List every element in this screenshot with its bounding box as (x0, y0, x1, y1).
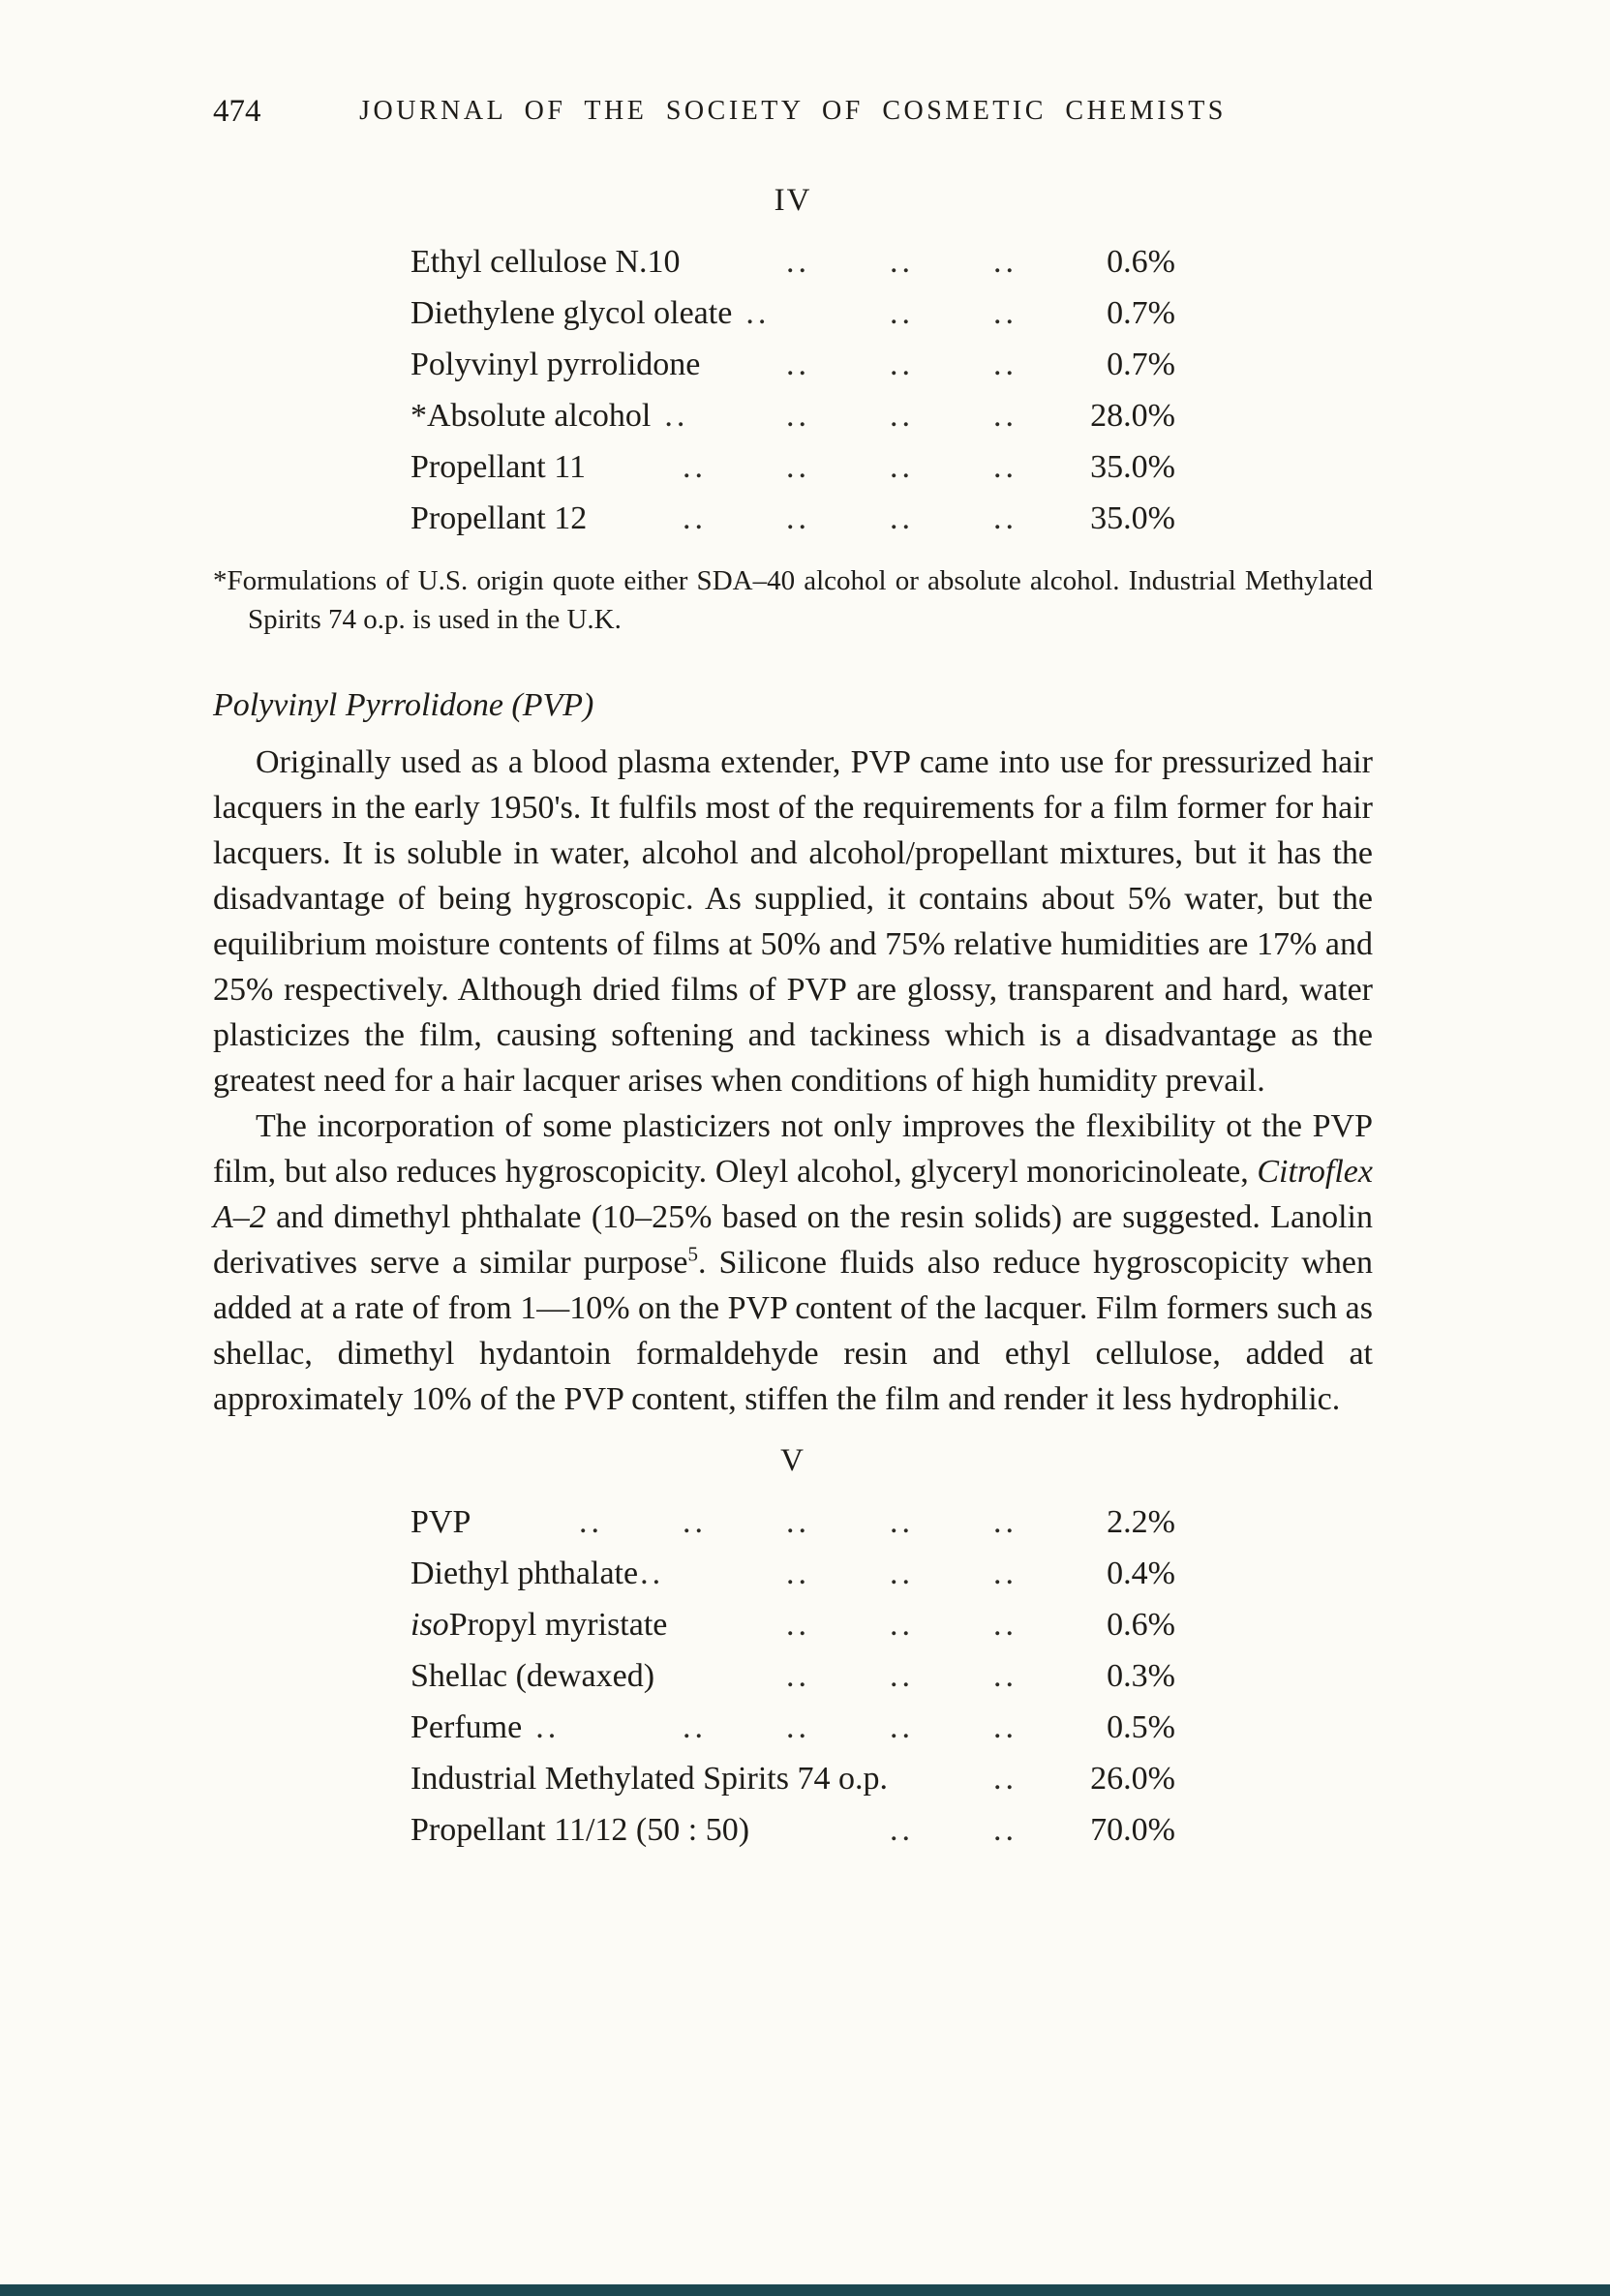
ingredient-percentage: 0.7% (1107, 347, 1175, 382)
running-head (213, 92, 1373, 136)
ingredient-name: Perfume .. (410, 1709, 561, 1745)
ingredient-percentage: 0.7% (1107, 295, 1175, 331)
table-iv-footnote: *Formulations of U.S. origin quote either SDA–40 alcohol or absolute alcohol. Industrial Methylated Spirits 74 o.p. is used in the U.K. (213, 565, 1373, 635)
table-row (410, 236, 1175, 287)
ingredient-name: Propellant 12 (410, 500, 588, 536)
table-row (410, 1650, 1175, 1702)
ingredient-percentage: 2.2% (1107, 1504, 1175, 1540)
dot-leader: .. .. .. (786, 398, 1018, 434)
ingredient-name: Propellant 11/12 (50 : 50) (410, 1812, 750, 1848)
ingredient-name: Diethylene glycol oleate .. (410, 295, 771, 331)
ingredient-name: Industrial Methylated Spirits 74 o.p. (410, 1761, 888, 1797)
ingredient-name: isoPropyl myristate (410, 1607, 668, 1643)
ingredient-percentage: 28.0% (1090, 398, 1175, 434)
ingredient-percentage: 0.3% (1107, 1658, 1175, 1694)
dot-leader: .. .. .. .. (683, 500, 1018, 536)
ingredient-percentage: 0.6% (1107, 1607, 1175, 1643)
table-row (410, 1496, 1175, 1548)
ingredient-percentage: 70.0% (1090, 1812, 1175, 1848)
table-row (410, 339, 1175, 390)
ingredient-name: Ethyl cellulose N.10 (410, 244, 681, 280)
dot-leader: .. .. .. (786, 244, 1018, 280)
table-v (410, 1496, 1175, 1856)
table-row (410, 287, 1175, 339)
table-iv (410, 236, 1175, 544)
scan-edge-artifact (0, 2284, 1610, 2296)
table-row (410, 1702, 1175, 1753)
dot-leader: .. .. .. .. .. (579, 1504, 1018, 1540)
dot-leader: .. .. .. .. (683, 1709, 1018, 1745)
paragraph: The incorporation of some plasticizers not only improves the flexibility ot the PVP film, but also reduces hygroscopicity. Oleyl alcohol, glyceryl monoricinoleate, Citroflex A–2 and dimethyl phthalate (10–25% based on the resin solids) are suggested. Lanolin derivatives serve a similar purpose$^5$. Silicone fluids also reduce hygroscopicity when added at a rate of from 1—10% on the PVP content of the lacquer. Film formers such as shellac, dimethyl hydantoin formaldehyde resin and ethyl cellulose, added at approximately 10% of the PVP content, stiffen the film and render it less hydrophilic. (213, 1108, 1373, 1417)
dot-leader: .. .. .. .. (683, 449, 1018, 485)
table-row (410, 1753, 1175, 1804)
journal-header: JOURNAL OF THE SOCIETY OF COSMETIC CHEMISTS (359, 96, 1227, 126)
ingredient-name: Diethyl phthalate.. (410, 1556, 665, 1591)
page-number: 474 (213, 94, 261, 129)
trade-name-italic: Citroflex A–2 (213, 1154, 1373, 1235)
table-row (410, 1599, 1175, 1650)
table-row (410, 441, 1175, 493)
dot-leader: .. .. (890, 1812, 1018, 1848)
ingredient-percentage: 0.4% (1107, 1556, 1175, 1591)
iso-prefix-italic: iso (410, 1607, 449, 1643)
table-iv-title: IV (774, 183, 812, 218)
ingredient-percentage: 35.0% (1090, 449, 1175, 485)
reference-superscript: 5 (687, 1242, 698, 1266)
dot-leader: .. .. .. (786, 347, 1018, 382)
dot-leader: .. (993, 1761, 1018, 1797)
table-row (410, 1548, 1175, 1599)
ingredient-percentage: 0.6% (1107, 244, 1175, 280)
section-heading: Polyvinyl Pyrrolidone (PVP) (213, 687, 594, 723)
table-v-title: V (780, 1443, 805, 1478)
table-row (410, 1804, 1175, 1856)
ingredient-name: PVP (410, 1504, 471, 1540)
paragraph: Originally used as a blood plasma extender, PVP came into use for pressurized hair lacquers in the early 1950's. It fulfils most of the requirements for a film former for hair lacquers. It is soluble in water, alcohol and alcohol/propellant mixtures, but it has the disadvantage of being hygroscopic. As supplied, it contains about 5% water, but the equilibrium moisture contents of films at 50% and 75% relative humidities are 17% and 25% respectively. Although dried films of PVP are glossy, transparent and hard, water plasticizes the film, causing softening and tackiness which is a disadvantage as the greatest need for a hair lacquer arises when conditions of high humidity prevail. (213, 744, 1373, 1099)
ingredient-name: Propellant 11 (410, 449, 586, 485)
dot-leader: .. .. .. (786, 1607, 1018, 1643)
dot-leader: .. .. (890, 295, 1018, 331)
table-row (410, 390, 1175, 441)
ingredient-percentage: 0.5% (1107, 1709, 1175, 1745)
ingredient-percentage: 35.0% (1090, 500, 1175, 536)
ingredient-name: Shellac (dewaxed) (410, 1658, 655, 1694)
ingredient-name: Polyvinyl pyrrolidone (410, 347, 701, 382)
dot-leader: .. .. .. (786, 1658, 1018, 1694)
ingredient-percentage: 26.0% (1090, 1761, 1175, 1797)
ingredient-name: *Absolute alcohol .. (410, 398, 689, 434)
dot-leader: .. .. .. (786, 1556, 1018, 1591)
table-row (410, 493, 1175, 544)
